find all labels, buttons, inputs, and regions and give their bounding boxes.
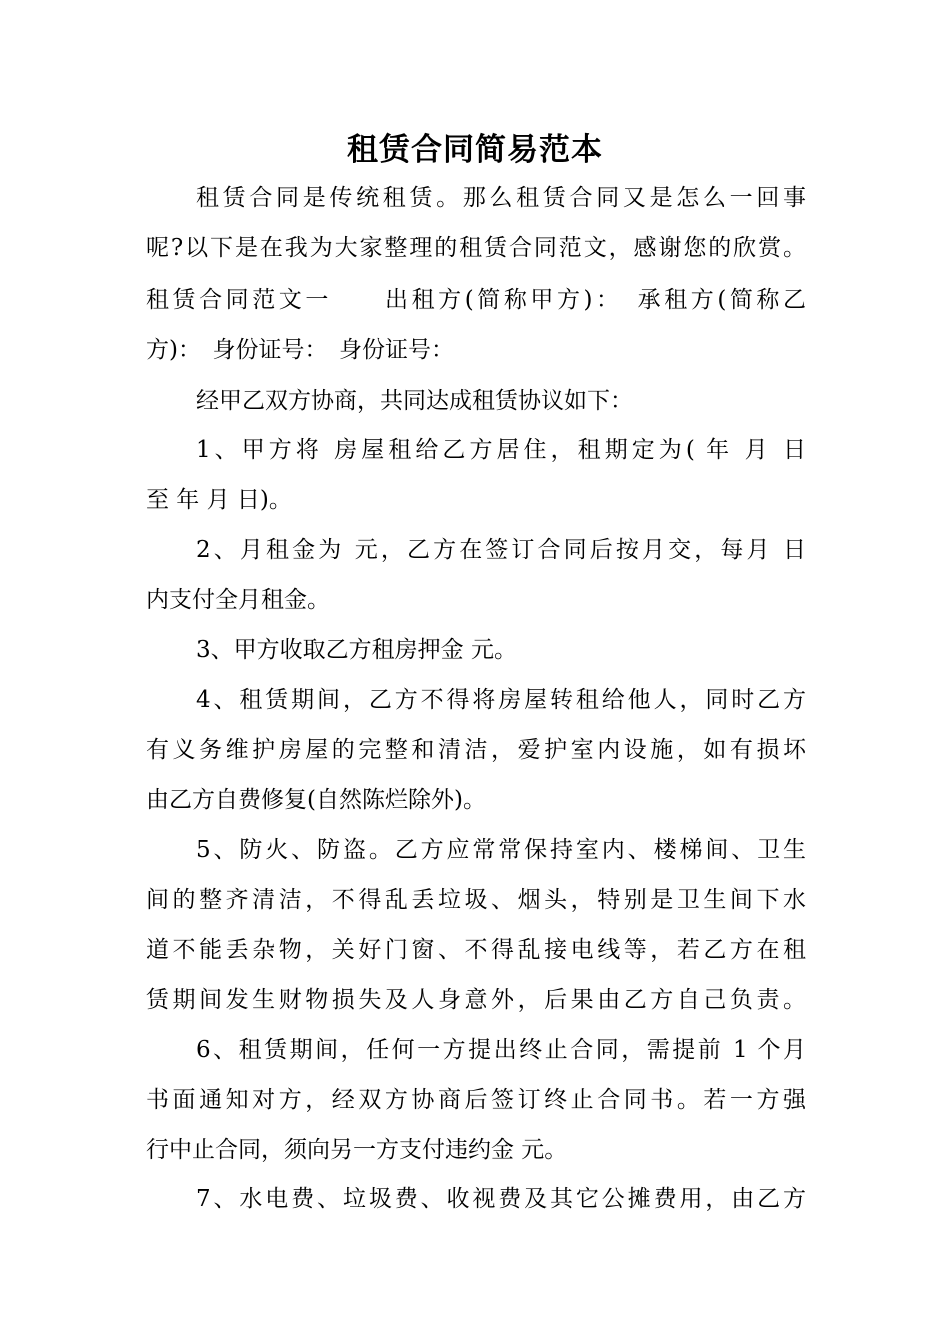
paragraph-line: 呢?以下是在我为大家整理的租赁合同范文，感谢您的欣赏。 <box>146 235 806 261</box>
paragraph-line: 有义务维护房屋的完整和清洁，爱护室内设施，如有损坏 <box>146 737 806 763</box>
paragraph-line: 至 年 月 日)。 <box>146 487 292 513</box>
paragraph-line: 内支付全月租金。 <box>146 587 330 613</box>
paragraph-line: 1、甲方将 房屋租给乙方居住，租期定为( 年 月 日 <box>196 437 806 463</box>
paragraph-line: 7、水电费、垃圾费、收视费及其它公摊费用，由乙方 <box>196 1186 806 1212</box>
paragraph-line: 租赁合同范文一 出租方(简称甲方)： 承租方(简称乙 <box>146 287 806 313</box>
paragraph-line: 租赁合同是传统租赁。那么租赁合同又是怎么一回事 <box>196 185 806 211</box>
paragraph-line: 2、月租金为 元，乙方在签订合同后按月交，每月 日 <box>196 537 806 563</box>
paragraph-line: 行中止合同，须向另一方支付违约金 元。 <box>146 1137 568 1163</box>
paragraph-line: 由乙方自费修复(自然陈烂除外)。 <box>146 787 486 813</box>
paragraph-line: 赁期间发生财物损失及人身意外，后果由乙方自己负责。 <box>146 987 806 1013</box>
document-title: 租赁合同简易范本 <box>347 132 603 168</box>
paragraph-line: 3、甲方收取乙方租房押金 元。 <box>196 637 517 663</box>
paragraph-line: 间的整齐清洁，不得乱丢垃圾、烟头，特别是卫生间下水 <box>146 887 806 913</box>
paragraph-line: 5、防火、防盗。乙方应常常保持室内、楼梯间、卫生 <box>196 837 806 863</box>
paragraph-line: 4、租赁期间，乙方不得将房屋转租给他人，同时乙方 <box>196 687 806 713</box>
paragraph-line: 方)： 身份证号： 身份证号： <box>146 337 454 363</box>
paragraph-line: 书面通知对方，经双方协商后签订终止合同书。若一方强 <box>146 1087 806 1113</box>
paragraph-line: 道不能丢杂物，关好门窗、不得乱接电线等，若乙方在租 <box>146 937 806 963</box>
paragraph-line: 6、租赁期间，任何一方提出终止合同，需提前 1 个月 <box>196 1037 806 1063</box>
paragraph-line: 经甲乙双方协商，共同达成租赁协议如下： <box>196 388 633 414</box>
